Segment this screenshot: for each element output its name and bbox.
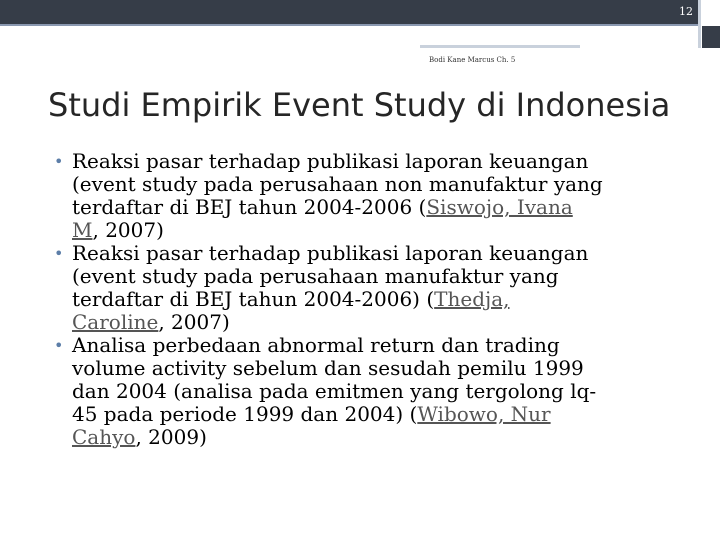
bullet-line bbox=[72, 334, 674, 357]
bullet-text: 45 pada periode 1999 dan 2004) ( bbox=[72, 402, 418, 426]
bullet-icon: • bbox=[54, 336, 64, 355]
bullet-line bbox=[72, 196, 674, 219]
right-accent-strip bbox=[698, 0, 701, 48]
bullet-text: , 2007) bbox=[158, 310, 230, 334]
bullet-text: terdaftar di BEJ tahun 2004-2006 ( bbox=[72, 195, 427, 219]
right-accent-bar bbox=[702, 26, 720, 48]
source-note: Bodi Kane Marcus Ch. 5 bbox=[429, 56, 516, 64]
bullet-text: terdaftar di BEJ tahun 2004-2006) ( bbox=[72, 287, 435, 311]
author-link[interactable]: M bbox=[72, 218, 93, 242]
author-link[interactable]: Cahyo bbox=[72, 425, 136, 449]
bullet-text: dan 2004 (analisa pada emitmen yang tergolong lq- bbox=[72, 379, 597, 403]
bullet-icon: • bbox=[54, 244, 64, 263]
bullet-text: (event study pada perusahaan manufaktur yang bbox=[72, 264, 559, 288]
bullet-item bbox=[54, 150, 674, 242]
bullet-line bbox=[72, 311, 674, 334]
bullet-line bbox=[72, 403, 674, 426]
bullet-line bbox=[72, 150, 674, 173]
bullet-icon: • bbox=[54, 152, 64, 171]
bullet-text: , 2009) bbox=[135, 425, 207, 449]
bullet-text: , 2007) bbox=[92, 218, 164, 242]
bullet-line bbox=[72, 265, 674, 288]
top-bar bbox=[0, 0, 700, 24]
slide-title: Studi Empirik Event Study di Indonesia bbox=[48, 86, 671, 124]
bullet-line bbox=[72, 242, 674, 265]
author-link[interactable]: Caroline bbox=[72, 310, 159, 334]
author-link[interactable]: Thedja, bbox=[434, 287, 510, 311]
bullet-line bbox=[72, 426, 674, 449]
bullet-line bbox=[72, 357, 674, 380]
bullet-text: (event study pada perusahaan non manufaktur yang bbox=[72, 172, 603, 196]
bullet-text: volume activity sebelum dan sesudah pemilu 1999 bbox=[72, 356, 584, 380]
author-link[interactable]: Wibowo, Nur bbox=[417, 402, 551, 426]
top-bar-accent bbox=[0, 24, 700, 26]
bullet-item bbox=[54, 334, 674, 449]
bullet-line bbox=[72, 288, 674, 311]
bullet-text: Reaksi pasar terhadap publikasi laporan keuangan bbox=[72, 149, 589, 173]
author-link[interactable]: Siswojo, Ivana bbox=[426, 195, 573, 219]
header-accent-line bbox=[420, 45, 580, 48]
bullet-line bbox=[72, 380, 674, 403]
bullet-text: Analisa perbedaan abnormal return dan trading bbox=[72, 333, 560, 357]
slide-number: 12 bbox=[679, 5, 693, 18]
bullet-list bbox=[54, 150, 674, 449]
bullet-text: Reaksi pasar terhadap publikasi laporan keuangan bbox=[72, 241, 589, 265]
bullet-item bbox=[54, 242, 674, 334]
bullet-line bbox=[72, 173, 674, 196]
bullet-line bbox=[72, 219, 674, 242]
